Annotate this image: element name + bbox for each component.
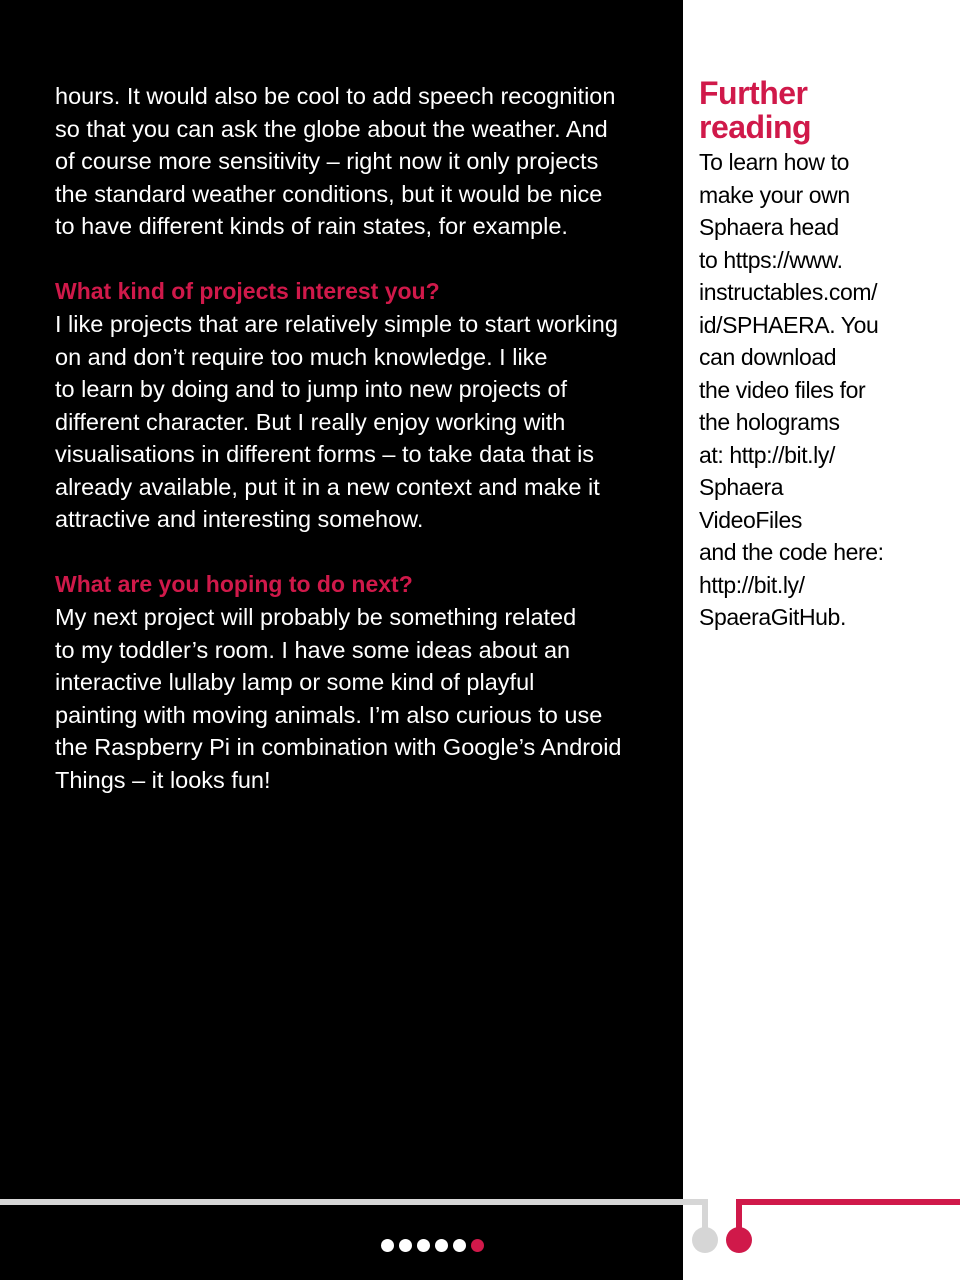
grey-connector-line [0,1202,718,1253]
answer-paragraph-projects: I like projects that are relatively simple to start working on and don’t require too much knowledge. I like to learn by doing and to jump into new projects of different character. But I really enjoy working with visualisations in different forms – to take data that is already available, put it in a new context and make it attractive and interesting somehow. [55,311,618,532]
page-dot [417,1239,430,1252]
sidebar-title: Further reading [699,75,812,145]
page-dot-active [471,1239,484,1252]
question-heading-projects: What kind of projects interest you? [55,278,440,304]
footer-decoration [0,1190,960,1280]
page-dot [381,1239,394,1252]
question-heading-next: What are you hoping to do next? [55,571,413,597]
page-dot [453,1239,466,1252]
page-dot [399,1239,412,1252]
page-dot [435,1239,448,1252]
page-indicator [381,1238,484,1252]
sidebar-body: To learn how to make your own Sphaera head to https://www. instructables.com/ id/SPHAERA. You can download the video files for the holograms at: http://bit.ly/ Sphaera VideoFiles and the code here: http://bit.ly/ SpaeraGitHub. [699,149,884,630]
red-connector-line [726,1202,960,1253]
answer-paragraph-next: My next project will probably be something related to my toddler’s room. I have some ideas about an interactive lullaby lamp or some kind of playful painting with moving animals. I’m also curious to use the Raspberry Pi in combination with Google’s Android Things – it looks fun! [55,604,622,793]
intro-paragraph: hours. It would also be cool to add speech recognition so that you can ask the globe about the weather. And of course more sensitivity – right now it only projects the standard weather conditions, but it would be nice to have different kinds of rain states, for example. [55,83,616,239]
